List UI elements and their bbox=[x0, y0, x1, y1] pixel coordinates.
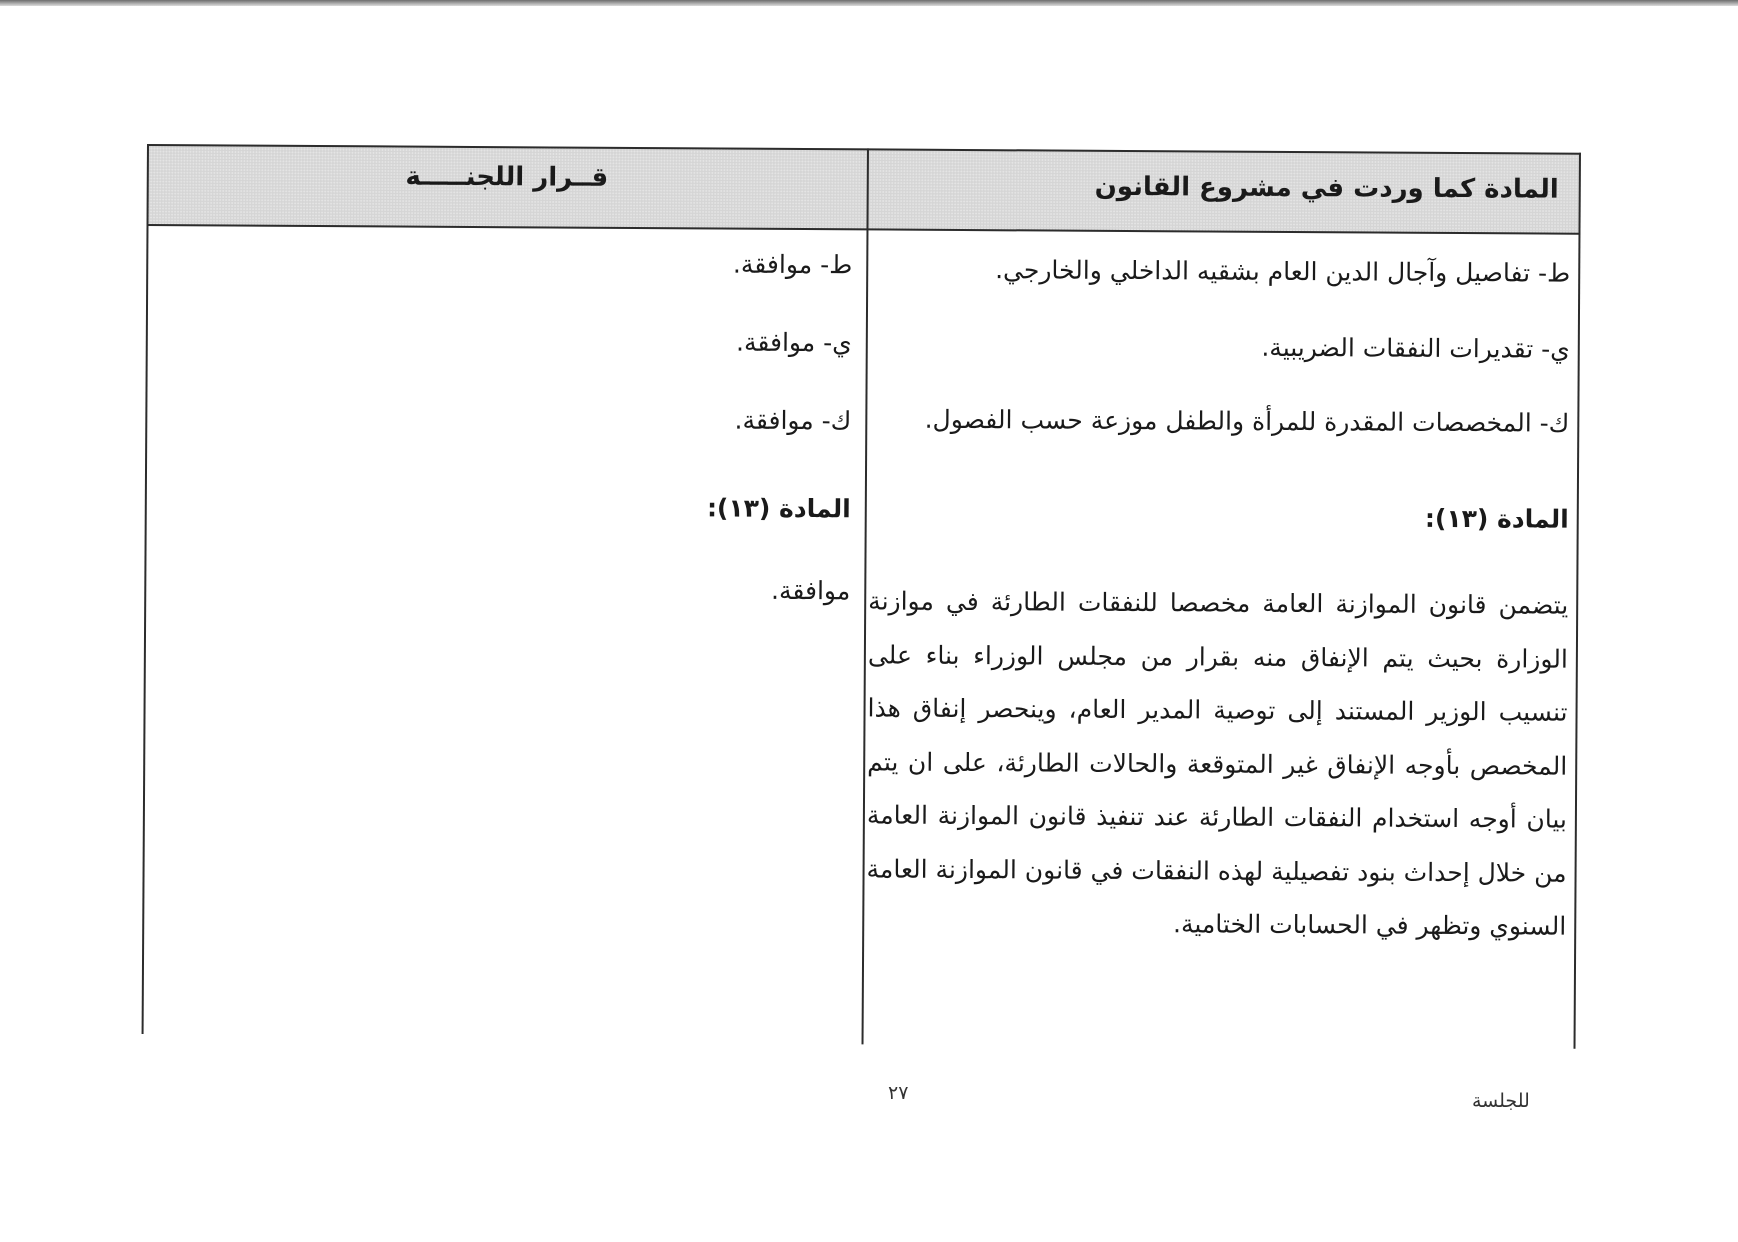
decision-13-heading: المادة (١٣): bbox=[706, 493, 851, 524]
decision-item-ta: ط- موافقة. bbox=[732, 249, 853, 280]
article-item-ya: ي- تقديرات النفقات الضريبية. bbox=[1261, 332, 1570, 364]
footer-label: للجلسة bbox=[1472, 1090, 1530, 1112]
header-decision-column: قــرار اللجنـــــة bbox=[405, 161, 609, 193]
header-article-column: المادة كما وردت في مشروع القانون bbox=[1094, 171, 1559, 205]
article-13-text: يتضمن قانون الموازنة العامة مخصصا للنفقات الطارئة في موازنة الوزارة بحيث يتم الإنفاق منه بقرار من مجلس الوزراء بناء على تنسيب الوزير المستند إلى توصية المدير العام، وينحصر إنفاق هذا المخصص بأوجه الإنفاق غير المتوقعة والحالات الطارئة، على ان يتم بيان أوجه استخدام النفقات الطارئة عند تنفيذ قانون الموازنة العامة من خلال إحداث بنود تفصيلية لهذه النفقات في قانون الموازنة العامة السنوي وتظهر في الحسابات الختامية. bbox=[866, 586, 1569, 941]
table-border-left bbox=[142, 144, 149, 1034]
decision-item-ya: ي- موافقة. bbox=[735, 327, 852, 358]
article-item-kaf: ك- المخصصات المقدرة للمرأة والطفل موزعة حسب الفصول. bbox=[924, 404, 1570, 438]
decision-13-text: موافقة. bbox=[770, 575, 851, 606]
table-border-right bbox=[1574, 153, 1581, 1049]
article-13-heading: المادة (١٣): bbox=[1424, 503, 1569, 534]
article-item-ta: ط- تفاصيل وآجال الدين العام بشقيه الداخلي والخارجي. bbox=[995, 255, 1571, 288]
page-number: ٢٧ bbox=[888, 1082, 909, 1104]
comparison-table bbox=[142, 144, 1581, 1049]
scan-edge bbox=[0, 0, 1738, 6]
decision-item-kaf: ك- موافقة. bbox=[734, 405, 852, 436]
